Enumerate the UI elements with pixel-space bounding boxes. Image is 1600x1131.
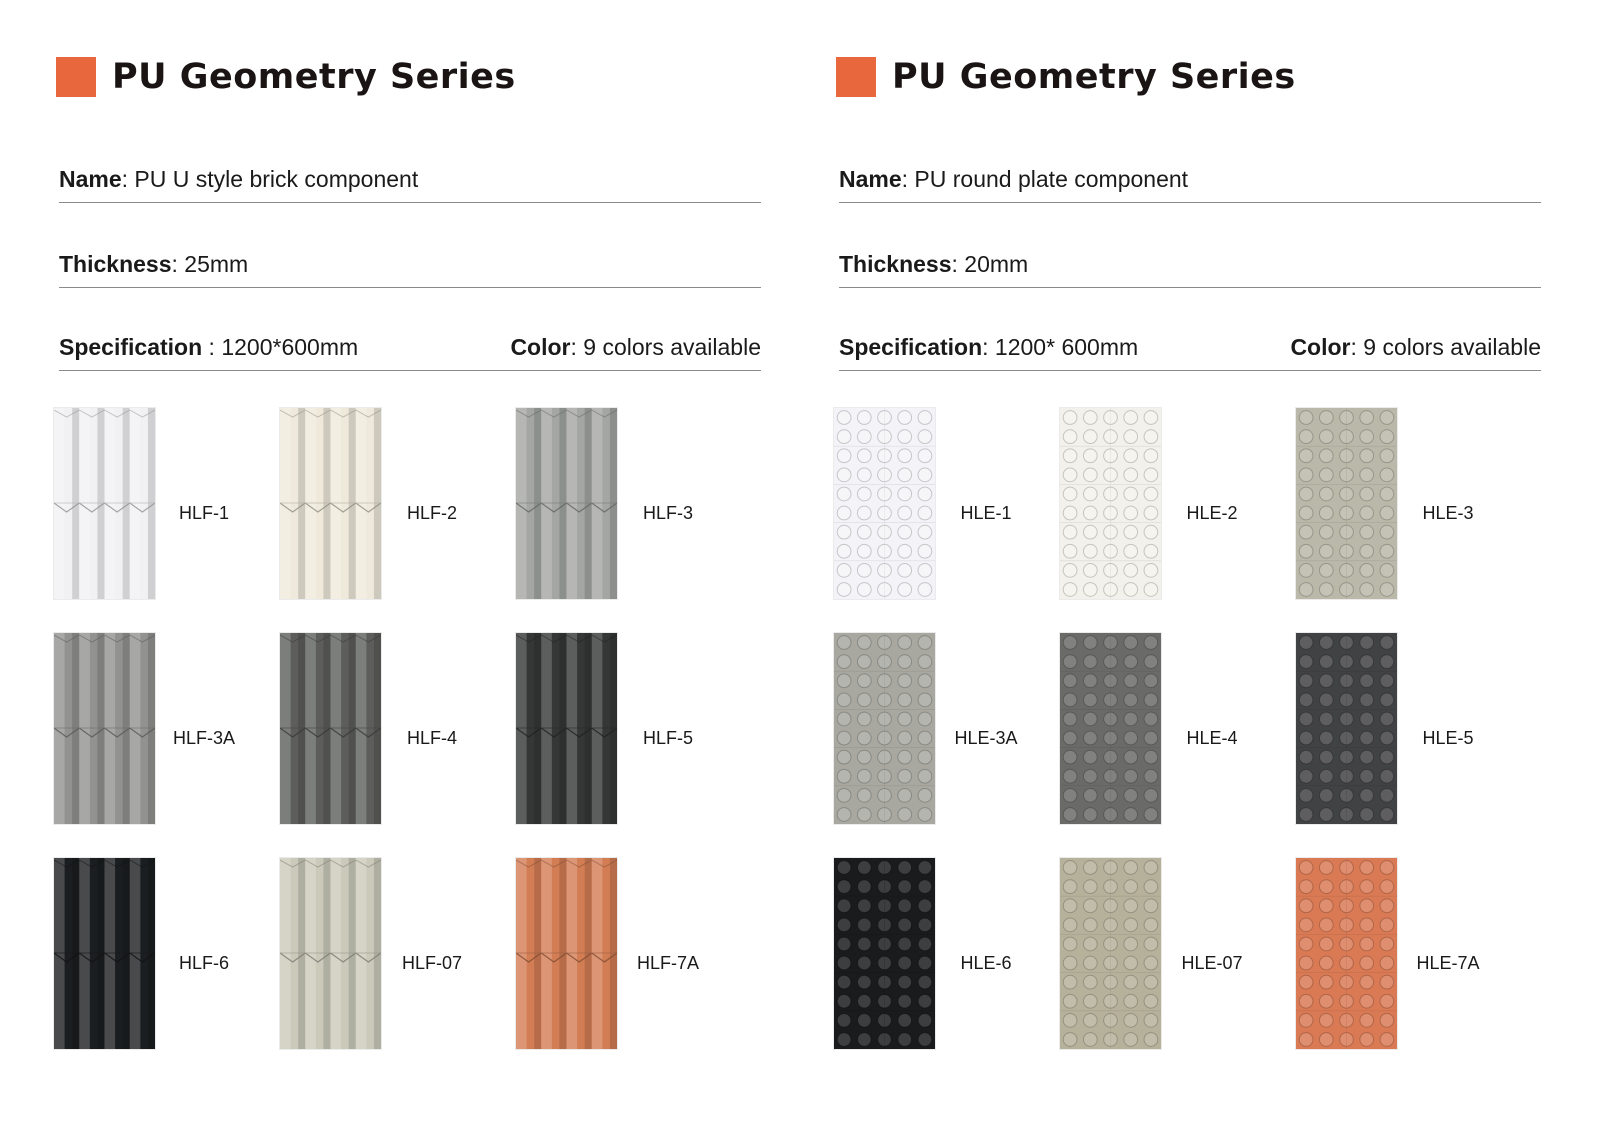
tile-swatch [1296,633,1397,824]
tile-card [280,855,530,1055]
name-value: : PU U style brick component [121,166,419,192]
tile-code: HLE-07 [1181,953,1243,973]
round-plate-texture-icon [834,408,935,599]
u-brick-texture-icon [516,858,617,1049]
tile-swatch [834,633,935,824]
thickness-value: : 20mm [951,251,1029,277]
thickness-row [59,250,761,288]
tile-code: HLF-3 [642,503,693,523]
tile-card [1060,405,1310,605]
tile-code: HLE-6 [960,953,1012,973]
tile-swatch [1060,858,1161,1049]
tile-swatch [280,408,381,599]
panel-u-brick [0,0,760,1131]
name-value: : PU round plate component [901,166,1189,192]
tile-code: HLE-3A [954,728,1018,748]
tile-card [516,630,766,830]
tile-grid [54,405,754,1065]
tile-swatch [834,408,935,599]
spec-value: : 1200* 600mm [982,334,1139,360]
spec-row [59,333,761,371]
spec-label: Specification [839,334,983,360]
color-value: : 9 colors available [570,334,761,360]
thickness-value: : 25mm [171,251,249,277]
name-label: Name [839,166,902,192]
tile-code: HLF-7A [636,953,699,973]
tile-card [54,405,304,605]
tile-card [1296,405,1546,605]
tile-card [516,855,766,1055]
tile-swatch [516,408,617,599]
tile-card [834,405,1084,605]
accent-square [836,57,876,97]
panel-round-plate [780,0,1540,1131]
tile-card [1296,855,1546,1055]
series-title: PU Geometry Series [112,57,516,97]
u-brick-texture-icon [516,633,617,824]
tile-card [1060,630,1310,830]
title-block [836,56,1296,98]
spec-group [59,333,358,361]
spec-group [839,333,1138,361]
thickness-label: Thickness [839,251,952,277]
tile-code: HLE-2 [1186,503,1238,523]
tile-card [280,405,530,605]
tile-swatch [1296,858,1397,1049]
thickness-row [839,250,1541,288]
name-row [839,165,1541,203]
color-label: Color [1290,334,1351,360]
color-label: Color [510,334,571,360]
tile-code: HLE-4 [1186,728,1238,748]
spec-row [839,333,1541,371]
series-title: PU Geometry Series [892,57,1296,97]
color-group [510,333,761,361]
tile-card [54,630,304,830]
accent-square [56,57,96,97]
tile-code: HLE-3 [1422,503,1474,523]
tile-grid [834,405,1534,1065]
tile-swatch [54,858,155,1049]
color-value: : 9 colors available [1350,334,1541,360]
u-brick-texture-icon [54,408,155,599]
title-block [56,56,516,98]
tile-swatch [54,408,155,599]
tile-code: HLF-1 [178,503,229,523]
tile-code: HLF-4 [406,728,457,748]
tile-card [1296,630,1546,830]
u-brick-texture-icon [516,408,617,599]
tile-swatch [516,858,617,1049]
u-brick-texture-icon [280,408,381,599]
tile-swatch [280,858,381,1049]
tile-swatch [834,858,935,1049]
tile-card [516,405,766,605]
round-plate-texture-icon [834,633,935,824]
color-group [1290,333,1541,361]
spec-label: Specification [59,334,203,360]
round-plate-texture-icon [834,858,935,1049]
tile-card [834,630,1084,830]
spec-value: : 1200*600mm [202,334,359,360]
tile-card [280,630,530,830]
tile-code: HLF-2 [406,503,457,523]
tile-swatch [516,633,617,824]
round-plate-texture-icon [1060,408,1161,599]
round-plate-texture-icon [1060,633,1161,824]
u-brick-texture-icon [280,858,381,1049]
thickness-label: Thickness [59,251,172,277]
tile-code: HLF-07 [401,953,463,973]
u-brick-texture-icon [280,633,381,824]
name-label: Name [59,166,122,192]
tile-code: HLE-7A [1416,953,1480,973]
tile-code: HLF-6 [178,953,229,973]
u-brick-texture-icon [54,633,155,824]
u-brick-texture-icon [54,858,155,1049]
tile-swatch [1060,633,1161,824]
round-plate-texture-icon [1060,858,1161,1049]
tile-code: HLF-5 [642,728,693,748]
name-row [59,165,761,203]
tile-code: HLE-1 [960,503,1012,523]
tile-swatch [1296,408,1397,599]
tile-card [1060,855,1310,1055]
tile-swatch [54,633,155,824]
tile-code: HLE-5 [1422,728,1474,748]
tile-swatch [280,633,381,824]
tile-code: HLF-3A [172,728,235,748]
round-plate-texture-icon [1296,408,1397,599]
round-plate-texture-icon [1296,858,1397,1049]
tile-card [54,855,304,1055]
tile-swatch [1060,408,1161,599]
round-plate-texture-icon [1296,633,1397,824]
tile-card [834,855,1084,1055]
